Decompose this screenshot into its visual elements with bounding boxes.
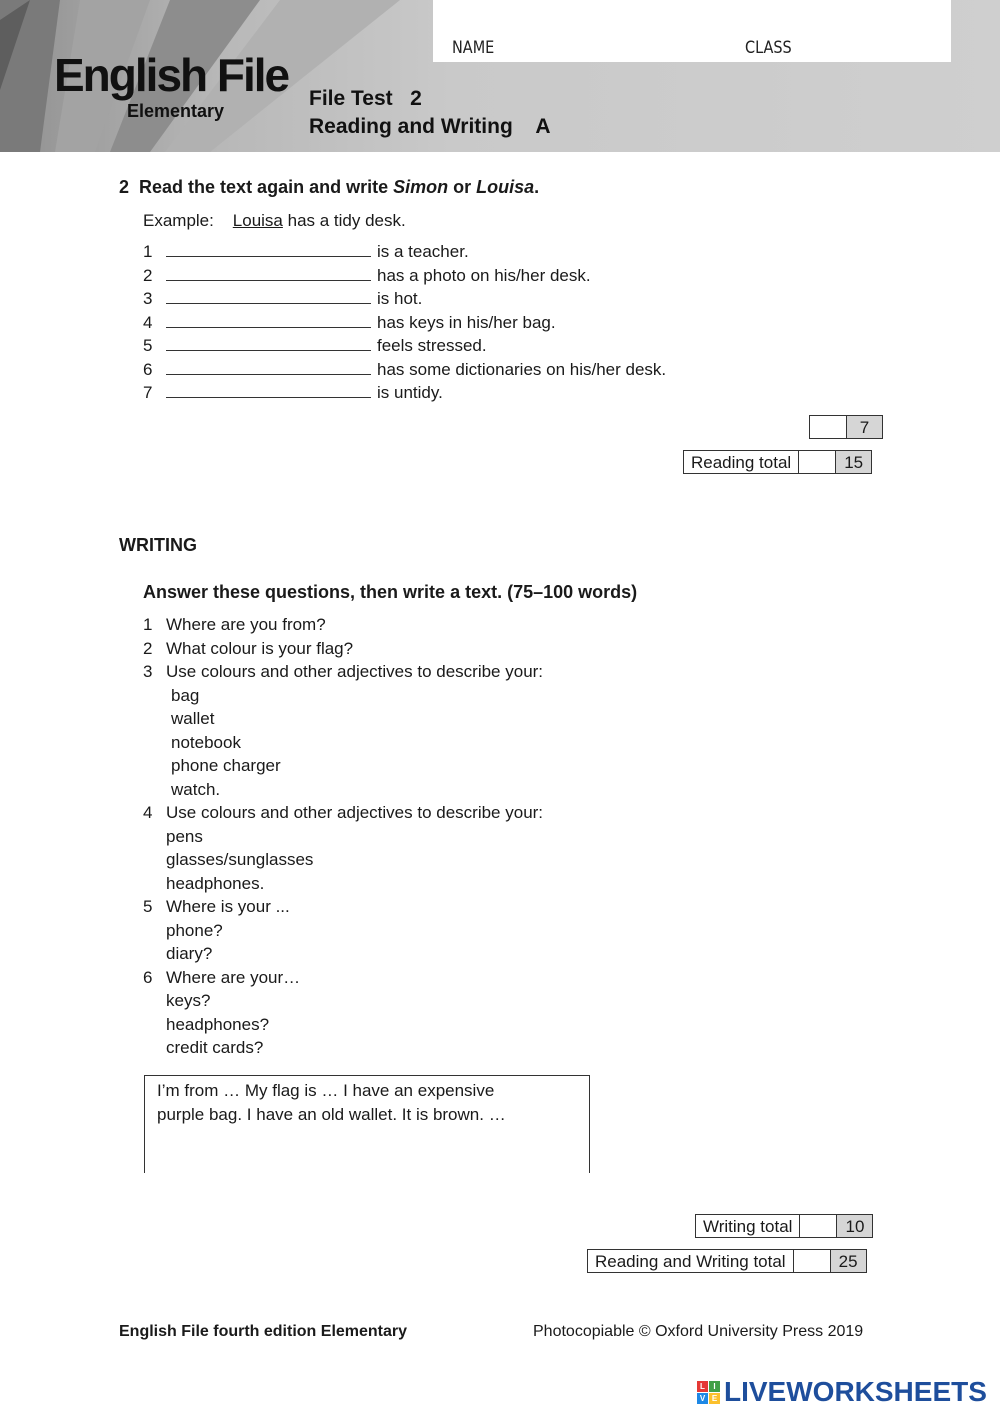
writing-total-entry[interactable]: [799, 1214, 836, 1238]
question-row: [143, 989, 543, 1013]
score-entry-cell[interactable]: [809, 415, 846, 439]
question-text: credit cards?: [166, 1038, 264, 1057]
test-subtitle: Reading and Writing A: [309, 115, 551, 138]
test-title: File Test 2: [309, 87, 422, 110]
question-text: keys?: [166, 991, 211, 1010]
item-row: [143, 334, 666, 358]
class-label: CLASS: [745, 38, 792, 58]
question-row: [143, 613, 543, 637]
question-number: 3: [143, 662, 153, 681]
model-line-1: I’m from … My flag is … I have an expensive: [157, 1081, 495, 1100]
question-text: wallet: [171, 709, 215, 728]
answer-blank[interactable]: [166, 359, 371, 375]
section2-instruction: Read the text again and write: [139, 177, 394, 197]
item-text: has some dictionaries on his/her desk.: [377, 359, 667, 379]
logo-square: V: [697, 1393, 708, 1404]
name-louisa: Louisa: [476, 177, 535, 197]
question-text: phone charger: [171, 756, 281, 775]
question-row: [143, 660, 543, 684]
question-text: watch.: [171, 779, 221, 799]
item-number: 4: [143, 312, 153, 332]
example-line: [143, 209, 406, 233]
liveworksheets-logo-icon: [697, 1381, 720, 1404]
writing-instruction: Answer these questions, then write a text. (75–100 words): [143, 582, 638, 602]
item-row: [143, 264, 666, 288]
question-row: [143, 731, 543, 755]
writing-total-max: 10: [836, 1214, 873, 1238]
item-number: 6: [143, 359, 153, 379]
section2-title: [119, 177, 539, 198]
logo-square: E: [709, 1393, 720, 1404]
item-row: [143, 240, 666, 264]
question-text: headphones?: [166, 1014, 270, 1034]
item-text: has keys in his/her bag.: [377, 312, 556, 332]
question-number: 1: [143, 615, 153, 634]
answer-blank[interactable]: [166, 335, 371, 351]
question-text: What colour is your flag?: [166, 638, 354, 658]
question-row: [143, 778, 543, 802]
question-text: phone?: [166, 920, 223, 940]
writing-heading: WRITING: [119, 535, 197, 555]
item-row: [143, 311, 666, 335]
item-number: 3: [143, 289, 153, 308]
answer-blank[interactable]: [166, 312, 371, 328]
question-row: [143, 942, 543, 966]
question-row: [143, 637, 543, 661]
question-row: [143, 895, 543, 919]
answer-blank[interactable]: [166, 382, 371, 398]
question-text: Where is your ...: [166, 897, 290, 916]
rw-total-box: [587, 1249, 867, 1273]
liveworksheets-watermark: [697, 1376, 987, 1408]
liveworksheets-text: LIVEWORKSHEETS: [724, 1376, 987, 1407]
question-text: Use colours and other adjectives to describe your:: [166, 803, 544, 822]
question-text: Where are you from?: [166, 615, 326, 634]
name-simon: Simon: [393, 177, 449, 197]
question-text: bag: [171, 685, 200, 705]
reading-total-entry[interactable]: [798, 450, 835, 474]
item-row: [143, 381, 666, 405]
item-number: 2: [143, 265, 153, 285]
page-header: [0, 0, 1000, 152]
reading-total-max: 15: [835, 450, 872, 474]
question-text: glasses/sunglasses: [166, 850, 314, 869]
example-rest: has a tidy desk.: [282, 211, 406, 230]
question-row: [143, 919, 543, 943]
item-number: 5: [143, 336, 153, 355]
writing-total-box: [695, 1214, 873, 1238]
test-title-block: [309, 85, 551, 141]
model-answer-box[interactable]: [144, 1075, 590, 1173]
item-text: has a photo on his/her desk.: [377, 265, 591, 285]
footer-left: English File fourth edition Elementary: [119, 1323, 408, 1340]
question-text: notebook: [171, 732, 241, 752]
or-word: or: [448, 177, 477, 197]
answer-blank[interactable]: [166, 241, 371, 257]
logo-square: L: [697, 1381, 708, 1392]
item-number: 1: [143, 242, 153, 261]
question-number: 6: [143, 967, 153, 987]
answer-blank[interactable]: [166, 265, 371, 281]
item-text: is hot.: [377, 289, 423, 308]
question-row: [143, 1013, 543, 1037]
item-number: 7: [143, 383, 153, 402]
question-text: headphones.: [166, 873, 265, 893]
brand-subtitle: Elementary: [127, 101, 225, 121]
example-answer: Louisa: [232, 211, 283, 230]
reading-total-label: Reading total: [683, 450, 798, 474]
score-max: 7: [846, 415, 883, 439]
reading-total-box: [683, 450, 872, 474]
item-row: [143, 287, 666, 311]
question-text: Use colours and other adjectives to describe your:: [166, 662, 544, 681]
item-text: is a teacher.: [377, 242, 469, 261]
question-row: [143, 872, 543, 896]
question-row: [143, 825, 543, 849]
rw-total-max: 25: [830, 1249, 867, 1273]
rw-total-entry[interactable]: [793, 1249, 830, 1273]
brand-title: English File: [54, 49, 289, 101]
logo-square: I: [709, 1381, 720, 1392]
footer-right: Photocopiable © Oxford University Press 2019: [533, 1323, 864, 1340]
question-row: [143, 848, 543, 872]
question-row: [143, 707, 543, 731]
question-number: 5: [143, 897, 153, 916]
question-number: 2: [143, 638, 153, 658]
item-text: is untidy.: [377, 383, 443, 402]
question-row: [143, 684, 543, 708]
item-text: feels stressed.: [377, 336, 487, 355]
name-label: NAME: [452, 38, 495, 58]
question-text: diary?: [166, 944, 213, 963]
question-row: [143, 1036, 543, 1060]
section2-items: [143, 240, 666, 405]
question-row: [143, 966, 543, 990]
name-class-box: [433, 0, 951, 62]
answer-blank[interactable]: [166, 288, 371, 304]
question-row: [143, 754, 543, 778]
rw-total-label: Reading and Writing total: [587, 1249, 793, 1273]
item-row: [143, 358, 666, 382]
period: .: [534, 177, 540, 197]
question-row: [143, 801, 543, 825]
question-text: pens: [166, 826, 203, 846]
example-label: Example:: [143, 211, 214, 230]
section2-number: 2: [119, 177, 130, 197]
question-text: Where are your…: [166, 967, 301, 987]
writing-questions: [143, 613, 543, 1060]
question-number: 4: [143, 803, 153, 822]
model-line-2: purple bag. I have an old wallet. It is brown. …: [157, 1104, 506, 1124]
writing-total-label: Writing total: [695, 1214, 799, 1238]
section2-score-box: [809, 415, 883, 439]
